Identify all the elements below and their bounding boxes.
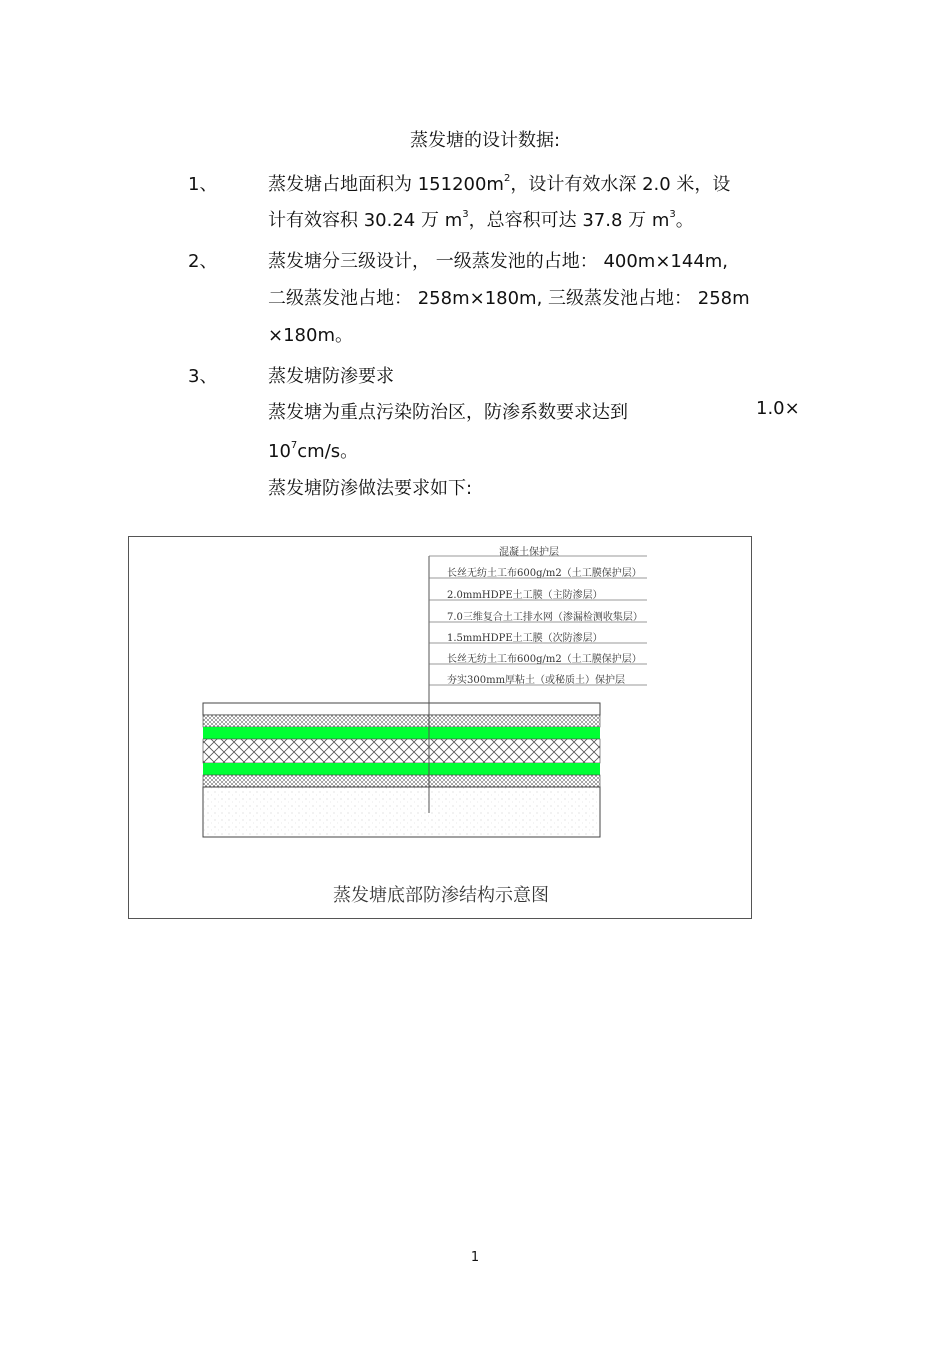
item-1-line-2: 计有效容积 30.24 万 $m^3$，总容积可达 37.8 万 $m^3$。 xyxy=(268,209,694,231)
compacted-clay-layer xyxy=(203,787,600,837)
layer-label-3: 2.0mmHDPE土工膜（主防渗层） xyxy=(447,590,603,601)
item-3-line-2-value: 1.0× xyxy=(756,398,800,419)
layer-label-1: 混凝土保护层 xyxy=(499,547,559,558)
item-3-line-2: 蒸发塘为重点污染防治区，防渗系数要求达到 xyxy=(268,402,628,423)
geotextile-lower-layer xyxy=(203,775,600,787)
layer-label-6: 长丝无纺土工布600g/m2（土工膜保护层） xyxy=(447,654,642,665)
item-2-line-1: 蒸发塘分三级设计， 一级蒸发池的占地： 400m×144m, xyxy=(268,251,729,272)
figure-caption: 蒸发塘底部防渗结构示意图 xyxy=(333,885,549,906)
layer-label-7: 夯实300mm厚粘土（或秘质土）保护层 xyxy=(447,675,626,686)
secondary-hdpe-membrane xyxy=(203,763,600,775)
item-1-number: 1、 xyxy=(188,174,218,195)
item-3-line-3: $10^7cm/s$。 xyxy=(268,440,359,462)
item-2-number: 2、 xyxy=(188,251,218,272)
geotextile-upper-layer xyxy=(203,715,600,727)
item-2-line-2: 二级蒸发池占地： 258m×180m, 三级蒸发池占地： 258m xyxy=(268,288,750,309)
liner-diagram xyxy=(129,537,753,920)
layer-label-2: 长丝无纺土工布600g/m2（土工膜保护层） xyxy=(447,568,642,579)
primary-hdpe-membrane xyxy=(203,727,600,739)
layer-label-5: 1.5mmHDPE土工膜（次防渗层） xyxy=(447,633,603,644)
item-3-line-4: 蒸发塘防渗做法要求如下: xyxy=(268,478,473,499)
section-title: 蒸发塘的设计数据: xyxy=(409,130,561,151)
concrete-protection-layer xyxy=(203,703,600,715)
item-1-line-1: 蒸发塘占地面积为 $151200m^2$，设计有效水深 2.0 米，设 xyxy=(268,173,731,195)
page-number: 1 xyxy=(470,1250,480,1265)
item-3-line-1: 蒸发塘防渗要求 xyxy=(268,366,394,387)
item-3-number: 3、 xyxy=(188,366,218,387)
layer-label-4: 7.0三维复合土工排水网（渗漏检测收集层） xyxy=(447,612,643,623)
liner-structure-figure xyxy=(128,536,752,919)
item-2-line-3: ×180m。 xyxy=(268,325,353,346)
drainage-net-layer xyxy=(203,739,600,763)
